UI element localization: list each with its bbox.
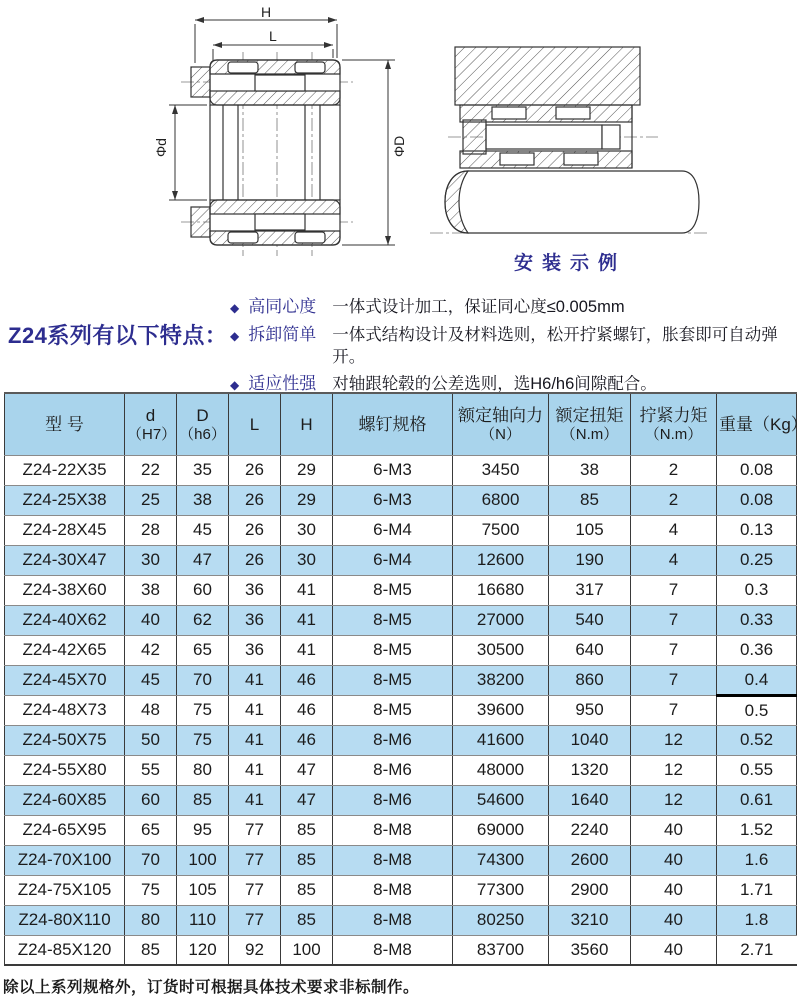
table-cell: 41 bbox=[229, 785, 281, 815]
table-cell: 62 bbox=[177, 605, 229, 635]
table-cell: 85 bbox=[281, 875, 333, 905]
table-cell: 26 bbox=[229, 455, 281, 485]
table-cell: 190 bbox=[549, 545, 631, 575]
table-cell: 6-M4 bbox=[333, 545, 453, 575]
dim-D-lines bbox=[342, 60, 395, 245]
table-cell: 8-M5 bbox=[333, 605, 453, 635]
table-cell: 1320 bbox=[549, 755, 631, 785]
table-cell: 0.3 bbox=[717, 575, 797, 605]
header-model: 型 号 bbox=[5, 393, 125, 455]
header-screw-spec: 螺钉规格 bbox=[333, 393, 453, 455]
diamond-bullet-icon: ◆ bbox=[230, 329, 240, 343]
table-cell: 12 bbox=[631, 785, 717, 815]
table-cell: 540 bbox=[549, 605, 631, 635]
dim-h-lines bbox=[195, 20, 337, 63]
table-cell: 0.4 bbox=[717, 665, 797, 695]
table-cell: Z24-42X65 bbox=[5, 635, 125, 665]
header-tightening-torque: 拧紧力矩 （N.m） bbox=[631, 393, 717, 455]
table-cell: 29 bbox=[281, 455, 333, 485]
table-cell: 41 bbox=[281, 575, 333, 605]
table-cell: 48 bbox=[125, 695, 177, 725]
table-cell: 2.71 bbox=[717, 935, 797, 965]
table-cell: 2 bbox=[631, 455, 717, 485]
table-cell: 110 bbox=[177, 905, 229, 935]
table-cell: 7500 bbox=[453, 515, 549, 545]
table-cell: 45 bbox=[125, 665, 177, 695]
table-cell: 41600 bbox=[453, 725, 549, 755]
table-row bbox=[5, 605, 797, 635]
table-cell: 45 bbox=[177, 515, 229, 545]
table-cell: 7 bbox=[631, 635, 717, 665]
table-row bbox=[5, 935, 797, 965]
table-cell: 317 bbox=[549, 575, 631, 605]
table-cell: 0.08 bbox=[717, 455, 797, 485]
table-cell: 26 bbox=[229, 515, 281, 545]
table-cell: 0.55 bbox=[717, 755, 797, 785]
table-row bbox=[5, 755, 797, 785]
table-cell: 39600 bbox=[453, 695, 549, 725]
table-cell: 4 bbox=[631, 545, 717, 575]
sleeve-assembly bbox=[460, 105, 632, 168]
table-cell: 29 bbox=[281, 485, 333, 515]
table-cell: 2 bbox=[631, 485, 717, 515]
installation-caption: 安装示例 bbox=[513, 253, 626, 274]
diamond-bullet-icon: ◆ bbox=[230, 378, 240, 392]
installation-drawing bbox=[430, 25, 710, 237]
table-cell: 100 bbox=[177, 845, 229, 875]
header-rated-torque: 额定扭矩 （N.m） bbox=[549, 393, 631, 455]
table-cell: Z24-85X120 bbox=[5, 935, 125, 965]
table-cell: Z24-75X105 bbox=[5, 875, 125, 905]
table-cell: 0.13 bbox=[717, 515, 797, 545]
table-cell: 105 bbox=[549, 515, 631, 545]
table-cell: 47 bbox=[281, 755, 333, 785]
table-cell: 54600 bbox=[453, 785, 549, 815]
feature-desc: 一体式结构设计及材料选则，松开拧紧螺钉，胀套即可自动弹开。 bbox=[332, 326, 778, 366]
table-cell: 40 bbox=[125, 605, 177, 635]
expansion-sleeve-section-drawing bbox=[135, 5, 425, 275]
table-cell: 41 bbox=[229, 725, 281, 755]
header-H: H bbox=[281, 393, 333, 455]
table-cell: 105 bbox=[177, 875, 229, 905]
sleeve-body bbox=[191, 60, 340, 245]
table-cell: 25 bbox=[125, 485, 177, 515]
hub-block bbox=[455, 47, 640, 105]
table-cell: 85 bbox=[281, 845, 333, 875]
table-cell: 7 bbox=[631, 575, 717, 605]
table-cell: 80 bbox=[125, 905, 177, 935]
table-cell: 6-M4 bbox=[333, 515, 453, 545]
table-cell: 30 bbox=[281, 545, 333, 575]
table-cell: 70 bbox=[177, 665, 229, 695]
table-cell: 2600 bbox=[549, 845, 631, 875]
table-cell: 8-M8 bbox=[333, 845, 453, 875]
table-row bbox=[5, 905, 797, 935]
header-axial-force: 额定轴向力 （N） bbox=[453, 393, 549, 455]
table-cell: 12600 bbox=[453, 545, 549, 575]
table-cell: 36 bbox=[229, 605, 281, 635]
table-row bbox=[5, 455, 797, 485]
table-cell: 26 bbox=[229, 485, 281, 515]
table-cell: 40 bbox=[631, 875, 717, 905]
table-cell: 28 bbox=[125, 515, 177, 545]
table-cell: 2900 bbox=[549, 875, 631, 905]
feature-name: 高同心度 bbox=[248, 297, 317, 316]
table-cell: Z24-55X80 bbox=[5, 755, 125, 785]
footer-note: 除以上系列规格外，订货时可根据具体技术要求非标制作。 bbox=[3, 979, 420, 996]
table-cell: Z24-22X35 bbox=[5, 455, 125, 485]
table-cell: 16680 bbox=[453, 575, 549, 605]
table-cell: 8-M8 bbox=[333, 905, 453, 935]
table-row bbox=[5, 695, 797, 725]
table-cell: Z24-80X110 bbox=[5, 905, 125, 935]
table-cell: 36 bbox=[229, 635, 281, 665]
table-cell: 1.8 bbox=[717, 905, 797, 935]
table-cell: 65 bbox=[125, 815, 177, 845]
table-header bbox=[5, 393, 808, 455]
table-cell: 4 bbox=[631, 515, 717, 545]
table-cell: 0.52 bbox=[717, 725, 797, 755]
table-cell: 92 bbox=[229, 935, 281, 965]
table-cell: Z24-60X85 bbox=[5, 785, 125, 815]
table-cell: 8-M8 bbox=[333, 875, 453, 905]
header-L: L bbox=[229, 393, 281, 455]
table-cell: 77 bbox=[229, 905, 281, 935]
table-cell: 27000 bbox=[453, 605, 549, 635]
dim-l-label: L bbox=[269, 28, 277, 44]
table-row bbox=[5, 515, 797, 545]
table-cell: Z24-45X70 bbox=[5, 665, 125, 695]
table-cell: 41 bbox=[229, 695, 281, 725]
table-cell: 75 bbox=[177, 695, 229, 725]
table-cell: 41 bbox=[281, 605, 333, 635]
table-cell: 1.6 bbox=[717, 845, 797, 875]
table-cell: 8-M5 bbox=[333, 695, 453, 725]
table-cell: 77 bbox=[229, 845, 281, 875]
feature-item bbox=[230, 296, 796, 319]
table-cell: Z24-28X45 bbox=[5, 515, 125, 545]
table-cell: 38 bbox=[549, 455, 631, 485]
table-cell: 0.33 bbox=[717, 605, 797, 635]
table-cell: 22 bbox=[125, 455, 177, 485]
table-cell: Z24-25X38 bbox=[5, 485, 125, 515]
feature-list bbox=[230, 294, 796, 396]
table-cell: 120 bbox=[177, 935, 229, 965]
table-cell: 1.71 bbox=[717, 875, 797, 905]
table-cell: 47 bbox=[177, 545, 229, 575]
installation-example bbox=[430, 25, 710, 275]
table-cell: Z24-30X47 bbox=[5, 545, 125, 575]
table-cell: 0.5 bbox=[717, 695, 797, 725]
table-cell: 6800 bbox=[453, 485, 549, 515]
table-cell: 75 bbox=[177, 725, 229, 755]
table-cell: 75 bbox=[125, 875, 177, 905]
table-cell: 3560 bbox=[549, 935, 631, 965]
table-cell: 0.36 bbox=[717, 635, 797, 665]
table-cell: 85 bbox=[125, 935, 177, 965]
table-cell: 46 bbox=[281, 665, 333, 695]
table-cell: 77300 bbox=[453, 875, 549, 905]
feature-desc: 对轴跟轮毂的公差选则，选H6/h6间隙配合。 bbox=[332, 375, 657, 393]
table-cell: 85 bbox=[177, 785, 229, 815]
dim-h-label: H bbox=[261, 4, 272, 20]
table-cell: 77 bbox=[229, 815, 281, 845]
table-cell: 85 bbox=[281, 905, 333, 935]
dim-d-label: Φd bbox=[153, 138, 169, 157]
table-cell: 0.08 bbox=[717, 485, 797, 515]
table-row bbox=[5, 845, 797, 875]
shaft bbox=[445, 171, 699, 233]
feature-name: 拆卸简单 bbox=[248, 325, 317, 344]
table-cell: 8-M6 bbox=[333, 785, 453, 815]
diamond-bullet-icon: ◆ bbox=[230, 301, 240, 315]
table-cell: 6-M3 bbox=[333, 485, 453, 515]
header-weight: 重量（Kg） bbox=[717, 393, 797, 455]
table-row bbox=[5, 725, 797, 755]
table-cell: 6-M3 bbox=[333, 455, 453, 485]
table-cell: 950 bbox=[549, 695, 631, 725]
table-cell: 7 bbox=[631, 665, 717, 695]
table-cell: Z24-70X100 bbox=[5, 845, 125, 875]
table-cell: 36 bbox=[229, 575, 281, 605]
table-row bbox=[5, 875, 797, 905]
table-cell: 860 bbox=[549, 665, 631, 695]
table-cell: 70 bbox=[125, 845, 177, 875]
table-cell: 30 bbox=[125, 545, 177, 575]
table-cell: 8-M6 bbox=[333, 725, 453, 755]
table-cell: 12 bbox=[631, 725, 717, 755]
table-cell: 40 bbox=[631, 935, 717, 965]
table-cell: 77 bbox=[229, 875, 281, 905]
table-cell: 65 bbox=[177, 635, 229, 665]
table-cell: 640 bbox=[549, 635, 631, 665]
table-cell: 8-M8 bbox=[333, 815, 453, 845]
table-cell: Z24-38X60 bbox=[5, 575, 125, 605]
table-cell: 40 bbox=[631, 845, 717, 875]
table-cell: 0.25 bbox=[717, 545, 797, 575]
table-cell: 8-M6 bbox=[333, 755, 453, 785]
table-cell: 30500 bbox=[453, 635, 549, 665]
table-cell: 41 bbox=[229, 665, 281, 695]
table-cell: 42 bbox=[125, 635, 177, 665]
table-cell: 47 bbox=[281, 785, 333, 815]
table-row bbox=[5, 575, 797, 605]
dim-D-label: ΦD bbox=[391, 135, 407, 157]
table-row bbox=[5, 635, 797, 665]
table-row bbox=[5, 665, 797, 695]
table-cell: 46 bbox=[281, 695, 333, 725]
table-cell: 100 bbox=[281, 935, 333, 965]
table-cell: Z24-65X95 bbox=[5, 815, 125, 845]
table-cell: 38200 bbox=[453, 665, 549, 695]
table-cell: 35 bbox=[177, 455, 229, 485]
feature-desc: 一体式设计加工，保证同心度≤0.005mm bbox=[332, 298, 625, 316]
table-cell: 50 bbox=[125, 725, 177, 755]
table-cell: 48000 bbox=[453, 755, 549, 785]
table-cell: 80 bbox=[177, 755, 229, 785]
table-row bbox=[5, 545, 797, 575]
table-row bbox=[5, 785, 797, 815]
table-cell: 85 bbox=[549, 485, 631, 515]
table-cell: 40 bbox=[631, 815, 717, 845]
table-cell: 26 bbox=[229, 545, 281, 575]
table-cell: 1640 bbox=[549, 785, 631, 815]
table-cell: 1.52 bbox=[717, 815, 797, 845]
feature-item bbox=[230, 324, 796, 368]
table-cell: 80250 bbox=[453, 905, 549, 935]
table-row bbox=[5, 815, 797, 845]
table-cell: 3210 bbox=[549, 905, 631, 935]
table-row bbox=[5, 485, 797, 515]
table-cell: 38 bbox=[177, 485, 229, 515]
table-cell: 46 bbox=[281, 725, 333, 755]
table-cell: 3450 bbox=[453, 455, 549, 485]
table-cell: Z24-50X75 bbox=[5, 725, 125, 755]
table-cell: 38 bbox=[125, 575, 177, 605]
table-cell: 1040 bbox=[549, 725, 631, 755]
table-cell: 12 bbox=[631, 755, 717, 785]
features-title: Z24系列有以下特点： bbox=[8, 323, 228, 348]
table-cell: 41 bbox=[281, 635, 333, 665]
spec-table bbox=[4, 392, 808, 966]
table-cell: 7 bbox=[631, 605, 717, 635]
header-row bbox=[5, 393, 797, 455]
feature-name: 适应性强 bbox=[248, 374, 317, 393]
header-D: D （h6） bbox=[177, 393, 229, 455]
table-cell: 8-M8 bbox=[333, 935, 453, 965]
table-cell: 8-M5 bbox=[333, 665, 453, 695]
table-cell: 2240 bbox=[549, 815, 631, 845]
table-cell: 60 bbox=[125, 785, 177, 815]
header-d: d （H7） bbox=[125, 393, 177, 455]
table-cell: 60 bbox=[177, 575, 229, 605]
table-cell: 8-M5 bbox=[333, 575, 453, 605]
table-cell: 7 bbox=[631, 695, 717, 725]
table-cell: 74300 bbox=[453, 845, 549, 875]
table-cell: Z24-40X62 bbox=[5, 605, 125, 635]
spec-table-body bbox=[5, 455, 797, 965]
table-cell: 85 bbox=[281, 815, 333, 845]
table-cell: 55 bbox=[125, 755, 177, 785]
table-cell: 41 bbox=[229, 755, 281, 785]
table-cell: 30 bbox=[281, 515, 333, 545]
dim-d-lines bbox=[169, 105, 207, 200]
features-section bbox=[8, 294, 796, 396]
table-cell: 8-M5 bbox=[333, 635, 453, 665]
table-cell: Z24-48X73 bbox=[5, 695, 125, 725]
table-cell: 40 bbox=[631, 905, 717, 935]
table-cell: 0.61 bbox=[717, 785, 797, 815]
table-cell: 83700 bbox=[453, 935, 549, 965]
table-cell: 69000 bbox=[453, 815, 549, 845]
table-cell: 95 bbox=[177, 815, 229, 845]
